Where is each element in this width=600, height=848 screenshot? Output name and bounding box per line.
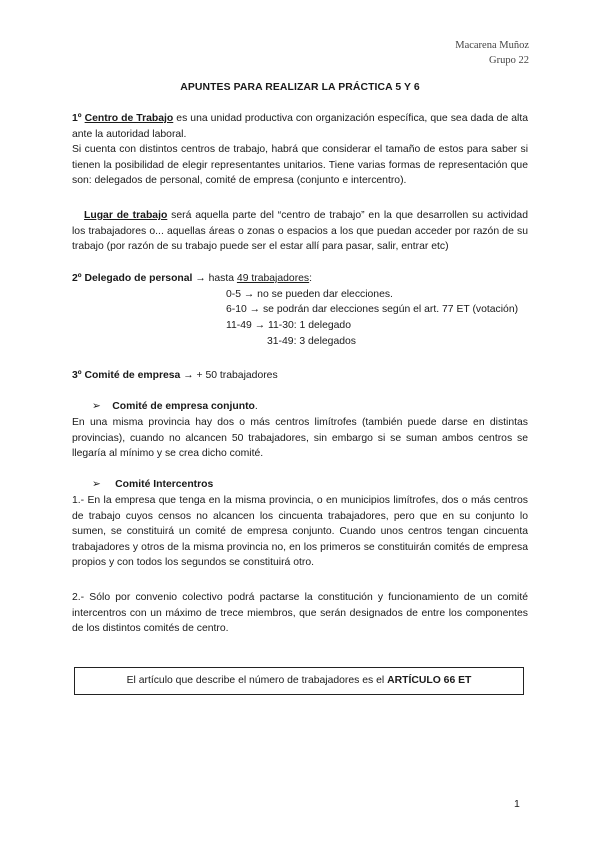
- delegado-line-3: 11-49 → 11-30: 1 delegado: [226, 320, 351, 331]
- arrowhead-bullet-icon: ➢: [92, 401, 101, 412]
- section-1-paragraph: Si cuenta con distintos centros de trabajo, habrá que considerar el tamaño de estos para saber si tienen la posibilidad de elegir representantes unitarios. Tiene varias formas de representación que son: delegados de personal, comité de empresa (conjunto e intercentro).: [72, 144, 528, 186]
- term-lugar-de-trabajo: Lugar de trabajo: [84, 210, 168, 221]
- arrowhead-bullet-icon: ➢: [92, 479, 101, 490]
- comite-heading: 3º Comité de empresa: [72, 370, 181, 381]
- delegado-line-4: 31-49: 3 delegados: [267, 336, 356, 347]
- comite-conjunto-dot: .: [254, 401, 258, 412]
- lugar-de-trabajo-paragraph: [72, 208, 528, 255]
- section-3-heading: [72, 368, 528, 384]
- page-number: 1: [514, 798, 520, 810]
- comite-conjunto-title: Comité de empresa conjunto: [112, 401, 255, 412]
- delegado-arrow: → hasta: [192, 273, 237, 284]
- term-centro-de-trabajo: Centro de Trabajo: [84, 113, 174, 124]
- section-1-definition: [72, 111, 528, 142]
- lugar-de-trabajo-text: será aquella parte del “centro de trabajo” en la que desarrollen su actividad los trabajadores o... aquellas áreas o zonas o espacios a los que puedan acceder por razón de su trabajo (por razón de su trabajo puede ser el estar allí para pasar, salir, entrar etc): [72, 210, 528, 252]
- article-callout-bold: ARTÍCULO 66 ET: [387, 675, 472, 686]
- delegado-line-2: 6-10 → se podrán dar elecciones según el art. 77 ET (votación): [226, 304, 519, 315]
- comite-conjunto-text: En una misma provincia hay dos o más centros limítrofes (también puede darse en distintas provincias), cuando no alcancen 50 trabajadores, sin embargo si se suman ambos centros se llegaría al mínimo y se crea dicho comité.: [72, 417, 528, 459]
- page-title: APUNTES PARA REALIZAR LA PRÁCTICA 5 Y 6: [180, 82, 420, 93]
- delegado-line-1: 0-5 → no se pueden dar elecciones.: [226, 289, 393, 300]
- section-2-heading: [72, 271, 528, 287]
- bullet-comite-conjunto: [92, 399, 258, 415]
- delegado-colon: :: [309, 273, 313, 284]
- section-1-text: es una unidad productiva con organización específica, que sea dada de alta ante la autoridad laboral.: [72, 113, 529, 140]
- group-label: Grupo 22: [489, 55, 529, 66]
- comite-rest: → + 50 trabajadores: [180, 370, 278, 381]
- article-callout-box: [74, 667, 524, 695]
- section-1-number: 1º: [72, 113, 82, 124]
- comite-intercentros-p1: 1.- En la empresa que tenga en la misma provincia, o en municipios limítrofes, dos o más centros de trabajo cuyos censos no alcancen los cincuenta trabajadores, pero que en su conjunto lo sumen, se constituirá un comité de empresa conjunto. Cuando unos centros tengan cincuenta trabajadores y otros de la misma provincia no, en los primeros se constituirán comités de empresa propios y con todos los segundos se constituirá otro.: [72, 495, 528, 568]
- comite-intercentros-p2: 2.- Sólo por convenio colectivo podrá pactarse la constitución y funcionamiento de un comité intercentros con un máximo de trece miembros, que serán designados de entre los componentes de los distintos comités de centro.: [72, 592, 528, 634]
- author-name: Macarena Muñoz: [455, 40, 529, 51]
- bullet-comite-intercentros: [92, 477, 213, 493]
- comite-intercentros-title: Comité Intercentros: [115, 479, 214, 490]
- article-callout-text: El artículo que describe el número de trabajadores es el: [126, 675, 388, 686]
- delegado-heading: 2º Delegado de personal: [72, 273, 193, 284]
- delegado-limit: 49 trabajadores: [236, 273, 310, 284]
